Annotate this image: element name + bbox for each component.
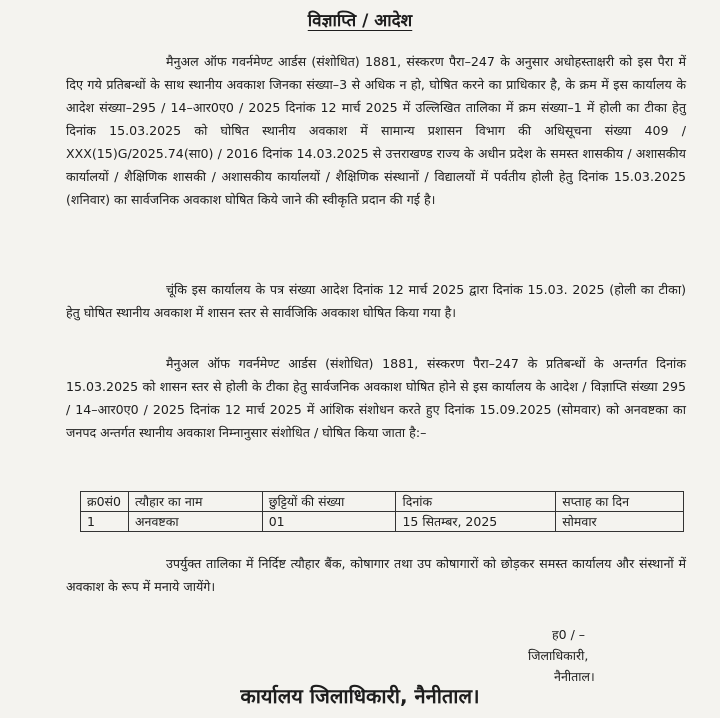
cell-holiday-count: 01 [262,512,396,532]
signature-block [528,624,595,687]
paragraph-4: उपर्युक्त तालिका में निर्दिष्ट त्यौहार बैंक, कोषागार तथा उप कोषागारों को छोड़कर समस्त कार्यालय और संस्थानों में अवकाश के रूप में मनाये जायेंगे। [66,556,686,594]
office-footer: कार्यालय जिलाधिकारी, नैनीताल। [240,684,480,708]
header-date: दिनांक [396,492,556,512]
header-serial: क्र0सं0 [81,492,129,512]
document-title: विज्ञाप्ति / आदेश [307,11,413,31]
header-weekday: सप्ताह का दिन [556,492,684,512]
cell-serial: 1 [81,512,129,532]
header-holiday-count: छुट्टियों की संख्या [262,492,396,512]
header-festival-name: त्यौहार का नाम [128,492,262,512]
paragraph-3: मैनुअल ऑफ गवर्नमेण्ट आर्डस (संशोधित) 1881, संस्करण पैरा–247 के प्रतिबन्धों के अन्तर्गत दिनांक 15.03.2025 को शासन स्तर से होली के टीका हेतु सार्वजनिक अवकाश घोषित होने से इस कार्यालय के आदेश / विज्ञाप्ति संख्या 295 / 14–आर0ए0 / 2025 दिनांक 12 मार्च 2025 में आंशिक संशोधन करते हुए दिनांक 15.09.2025 (सोमवार) को अनवष्टका का जनपद अन्तर्गत स्थानीय अवकाश निम्नानुसार संशोधित / घोषित किया जाता है:– [66,356,686,440]
holiday-table [80,491,684,532]
paragraph-2: चूंकि इस कार्यालय के पत्र संख्या आदेश दिनांक 12 मार्च 2025 द्वारा दिनांक 15.03. 2025 (होली का टीका) हेतु घोषित स्थानीय अवकाश में शासन स्तर से सार्वजिकि अवकाश घोषित किया गया है। [66,282,686,320]
cell-weekday: सोमवार [556,512,684,532]
cell-date: 15 सितम्बर, 2025 [396,512,556,532]
table-row [81,512,684,532]
paragraph-1: मैनुअल ऑफ गवर्नमेण्ट आर्डस (संशोधित) 1881, संस्करण पैरा–247 के अनुसार अधोहस्ताक्षरी को इस पैरा में दिए गये प्रतिबन्धों के साथ स्थानीय अवकाश जिनका संख्या–3 से अधिक न हो, घोषित करने का प्राधिकार है, के क्रम में इस कार्यालय के आदेश संख्या–295 / 14–आर0ए0 / 2025 दिनांक 12 मार्च 2025 में उल्लिखित तालिका में क्रम संख्या–1 में होली का टीका हेतु दिनांक 15.03.2025 को घोषित स्थानीय अवकाश में सामान्य प्रशासन विभाग की अधिसूचना संख्या 409 / XXX(15)G/2025.74(सा0) / 2016 दिनांक 14.03.2025 से उत्तराखण्ड राज्य के अधीन प्रदेश के समस्त शासकीय / अशासकीय कार्यालयों / शैक्षिणिक शासकी / अशासकीय कार्यालयों / शैक्षिणिक संस्थानों / विद्यालयों में पर्वतीय होली हेतु दिनांक 15.03.2025 (शनिवार) का सार्वजनिक अवकाश घोषित किये जाने की स्वीकृति प्रदान की गई है। [66,54,686,207]
signature-place: नैनीताल। [554,669,595,684]
signature-designation: जिलाधिकारी, [528,648,589,663]
cell-festival-name: अनवष्टका [128,512,262,532]
table-header-row [81,492,684,512]
signature-initial: ह0 / – [552,627,585,642]
